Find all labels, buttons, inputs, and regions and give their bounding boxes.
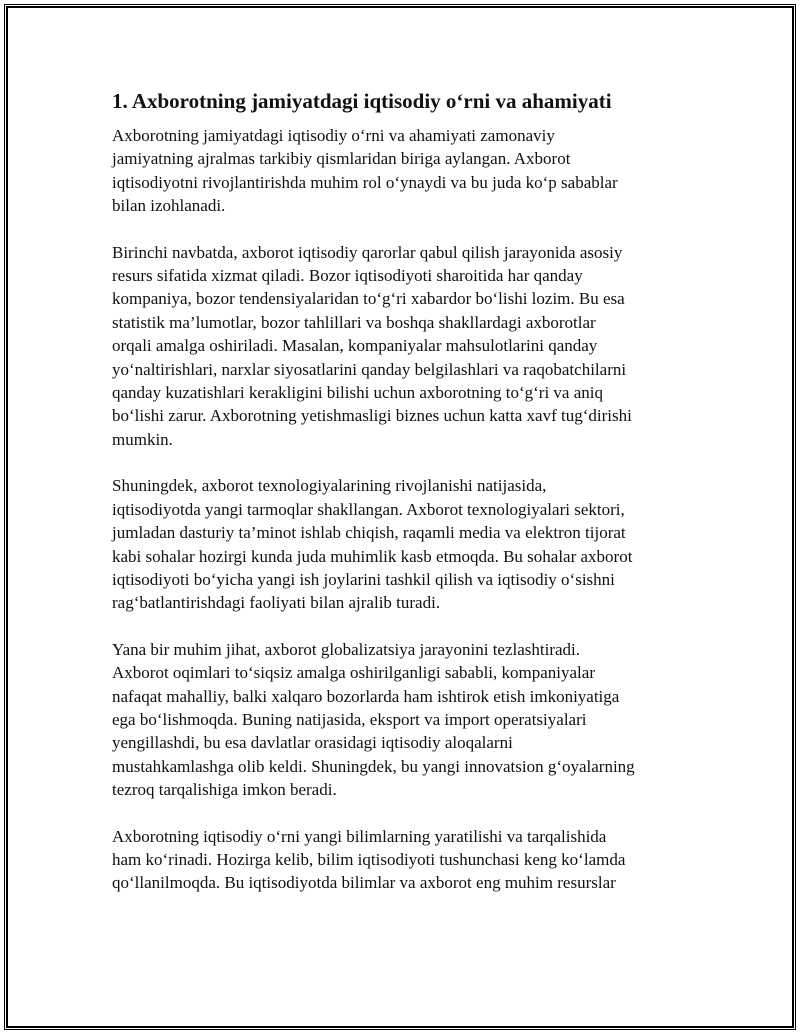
paragraph-line: resurs sifatida xizmat qiladi. Bozor iqtisodiyoti sharoitida har qanday	[112, 266, 583, 286]
paragraph-line: ega bo‘lishmoqda. Buning natijasida, eksport va import operatsiyalari	[112, 709, 587, 729]
paragraph	[112, 474, 692, 614]
paragraph-line: iqtisodiyotni rivojlantirishda muhim rol o‘ynaydi va bu juda ko‘p sabablar	[112, 172, 618, 192]
paragraph	[112, 241, 692, 452]
paragraph-line: yengillashdi, bu esa davlatlar orasidagi iqtisodiy aloqalarni	[112, 733, 513, 753]
paragraph-line: Birinchi navbatda, axborot iqtisodiy qarorlar qabul qilish jarayonida asosiy	[112, 242, 623, 262]
paragraph-line: Shuningdek, axborot texnologiyalarining rivojlanishi natijasida,	[112, 476, 547, 496]
paragraph-line: jamiyatning ajralmas tarkibiy qismlaridan biriga aylangan. Axborot	[112, 149, 571, 169]
paragraph-line: nafaqat mahalliy, balki xalqaro bozorlarda ham ishtirok etish imkoniyatiga	[112, 686, 620, 706]
paragraph-line: kabi sohalar hozirgi kunda juda muhimlik kasb etmoqda. Bu sohalar axborot	[112, 546, 633, 566]
paragraph-line: ham ko‘rinadi. Hozirga kelib, bilim iqtisodiyoti tushunchasi keng ko‘lamda	[112, 849, 626, 869]
paragraph-line: Axborot oqimlari to‘siqsiz amalga oshirilganligi sababli, kompaniyalar	[112, 663, 595, 683]
paragraph-line: iqtisodiyoti bo‘yicha yangi ish joylarini tashkil qilish va iqtisodiy o‘sishni	[112, 569, 615, 589]
paragraph-line: mustahkamlashga olib keldi. Shuningdek, bu yangi innovatsion g‘oyalarning	[112, 756, 635, 776]
paragraph	[112, 825, 692, 895]
paragraph-list	[112, 124, 692, 895]
paragraph-line: orqali amalga oshiriladi. Masalan, kompaniyalar mahsulotlarini qanday	[112, 336, 598, 356]
paragraph-line: jumladan dasturiy ta’minot ishlab chiqish, raqamli media va elektron tijorat	[112, 523, 626, 543]
paragraph	[112, 638, 692, 802]
paragraph-line: Yana bir muhim jihat, axborot globalizatsiya jarayonini tezlashtiradi.	[112, 639, 581, 659]
paragraph-line: iqtisodiyotda yangi tarmoqlar shakllangan. Axborot texnologiyalari sektori,	[112, 499, 625, 519]
paragraph-line: tezroq tarqalishiga imkon beradi.	[112, 780, 337, 800]
section-heading: 1. Axborotning jamiyatdagi iqtisodiy o‘rni va ahamiyati	[112, 89, 612, 113]
paragraph-line: yo‘naltirishlari, narxlar siyosatlarini qanday belgilashlari va raqobatchilarni	[112, 359, 627, 379]
paragraph-line: qanday kuzatishlari kerakligini bilishi uchun axborotning to‘g‘ri va aniq	[112, 383, 603, 403]
paragraph-line: bo‘lishi zarur. Axborotning yetishmasligi biznes uchun katta xavf tug‘dirishi	[112, 406, 632, 426]
document-body	[112, 88, 692, 918]
paragraph-line: rag‘batlantirishdagi faoliyati bilan ajralib turadi.	[112, 593, 441, 613]
paragraph	[112, 124, 692, 218]
paragraph-line: statistik ma’lumotlar, bozor tahlillari va boshqa shakllardagi axborotlar	[112, 312, 596, 332]
paragraph-line: Axborotning iqtisodiy o‘rni yangi bilimlarning yaratilishi va tarqalishida	[112, 826, 607, 846]
paragraph-line: bilan izohlanadi.	[112, 196, 226, 216]
paragraph-line: kompaniya, bozor tendensiyalaridan to‘g‘ri xabardor bo‘lishi lozim. Bu esa	[112, 289, 625, 309]
paragraph-line: mumkin.	[112, 429, 173, 449]
paragraph-line: Axborotning jamiyatdagi iqtisodiy o‘rni va ahamiyati zamonaviy	[112, 126, 555, 145]
paragraph-line: qo‘llanilmoqda. Bu iqtisodiyotda bilimlar va axborot eng muhim resurslar	[112, 873, 616, 893]
